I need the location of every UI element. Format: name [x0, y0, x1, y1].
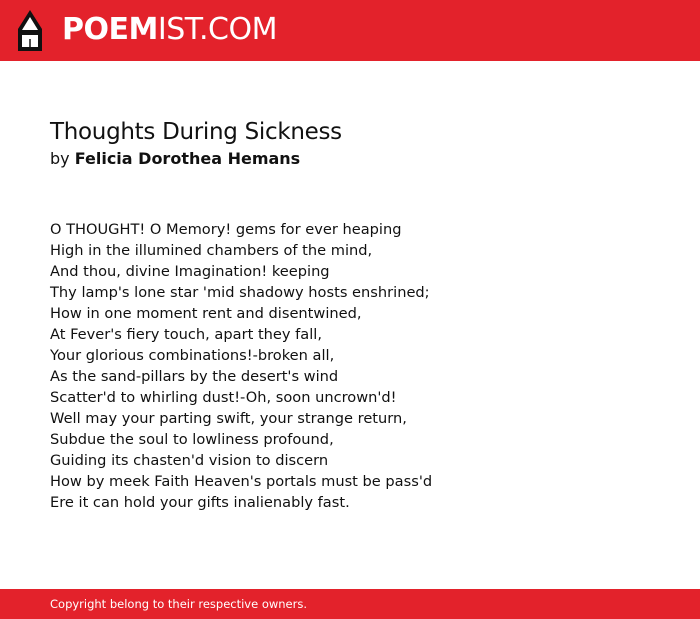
author-name[interactable]: Felicia Dorothea Hemans	[74, 149, 301, 168]
copyright-text: Copyright belong to their respective owners.	[50, 597, 308, 611]
poem-line: As the sand-pillars by the desert's wind	[50, 368, 339, 385]
poem-line: Well may your parting swift, your strange return,	[50, 410, 407, 427]
site-footer	[0, 589, 700, 619]
poem-line: How in one moment rent and disentwined,	[50, 305, 362, 322]
poem-line: Thy lamp's lone star 'mid shadowy hosts enshrined;	[50, 284, 430, 301]
pencil-icon[interactable]	[17, 9, 43, 52]
logo-brand-light: IST.COM	[157, 12, 277, 47]
poem-line: Guiding its chasten'd vision to discern	[50, 452, 329, 469]
poem-body	[50, 219, 650, 513]
logo-brand-bold: POEM	[62, 12, 158, 47]
poem-line: High in the illumined chambers of the mind,	[50, 242, 373, 259]
poem-line: At Fever's fiery touch, apart they fall,	[50, 326, 322, 343]
poem-line: Scatter'd to whirling dust!-Oh, soon uncrown'd!	[50, 389, 397, 406]
site-logo[interactable]	[62, 12, 277, 48]
poem-line: And thou, divine Imagination! keeping	[50, 263, 330, 280]
poem-byline	[50, 149, 300, 169]
site-header	[0, 0, 700, 61]
poem-line: Subdue the soul to lowliness profound,	[50, 431, 334, 448]
poem-line: Your glorious combinations!-broken all,	[50, 347, 335, 364]
poem-line: O THOUGHT! O Memory! gems for ever heaping	[50, 221, 402, 238]
byline-prefix: by	[50, 149, 70, 168]
poem-line: How by meek Faith Heaven's portals must be pass'd	[50, 473, 433, 490]
poem-line: Ere it can hold your gifts inalienably fast.	[50, 494, 350, 511]
poem-title: Thoughts During Sickness	[50, 119, 342, 145]
